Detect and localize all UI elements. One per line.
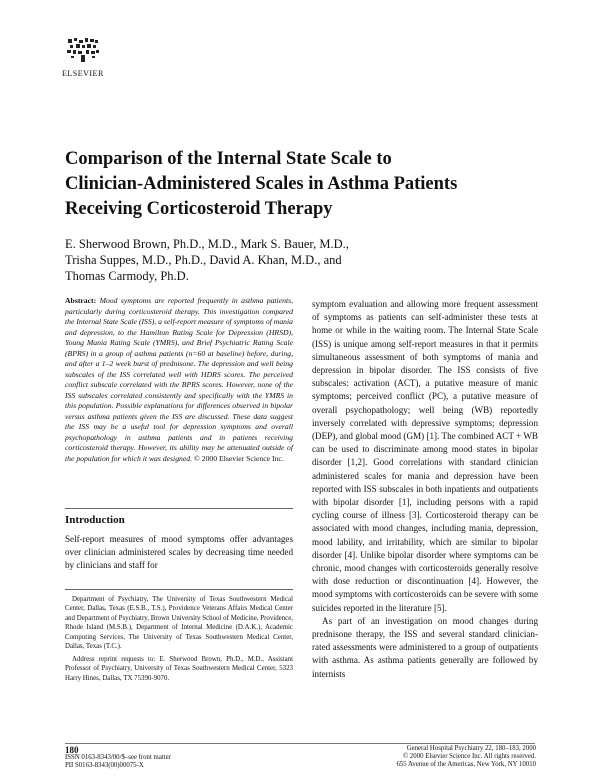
left-column — [65, 296, 293, 464]
journal-citation — [396, 745, 536, 770]
pii-line: PII S0163-8343(00)00075-X — [65, 762, 144, 770]
abstract-divider — [65, 508, 293, 509]
body-paragraph: symptom evaluation and allowing more frequent assessment of symptoms as patients can self-administer these tests at home or while in the waiting room. The Internal State Scale (ISS) is unique among self-report measures in that it permits simultaneous assessment of both symptoms of mania and depression in bipolar disorder. The ISS consists of five subscales: activation (ACT), a putative measure of manic symptoms; perceived conflict (PC), a putative measure of overall psychopathology; well being (WB) reportedly inversely correlated with depressive symptoms; depression (DEP), and global mood (GM) [1]. The combined ACT + WB can be used to discriminate among mood states in bipolar disorder [1,2]. Good correlations with standard clinician administered scales for mania and depression have been reported with ISS subscales in both inpatients and outpatients with bipolar disorder [1], including persons with a rapid cycling course of illness [3]. Corticosteroid therapy can be associated with mood changes, including mania, depression, mood lability, and irritability, which are similar to bipolar disorder [4]. Unlike bipolar disorder where symptoms can be chronic, mood changes with corticosteroids generally resolve with dose reduction or discontinuation [4]. However, the mood symptoms with corticosteroids can be severe with some suicides reported in the literature [5]. — [312, 299, 538, 613]
title-line: Clinician-Administered Scales in Asthma Patients — [65, 174, 458, 194]
author-line: E. Sherwood Brown, Ph.D., M.D., Mark S. Bauer, M.D., — [65, 237, 349, 251]
title-line: Comparison of the Internal State Scale to — [65, 149, 392, 169]
affiliation-text: Department of Psychiatry, The University of Texas Southwestern Medical Center, Dallas, Texas (E.S.B., T.S.), Providence Veterans Affairs Medical Center and Department of Psychiatry, Brown University School of Medicine, Providence, Rhode Island (M.S.B.), Department of Internal Medicine (D.A.K.), Academic Computing Services, The University of Texas Southwestern Medical Center, Dallas, Texas (T.C.). — [65, 596, 293, 651]
abstract-copyright: © 2000 Elsevier Science Inc. — [193, 453, 284, 463]
body-paragraph-text: As part of an investigation on mood changes during prednisone therapy, the ISS and several standard clinician-rated assessments were administered to a group of outpatients with asthma. As asthma patients generally are followed by internists — [312, 615, 538, 679]
author-list — [65, 236, 545, 284]
page-number: 180 — [65, 745, 79, 755]
journal-line: General Hospital Psychiatry 22, 180–183, 2000 — [406, 745, 536, 752]
abstract-body: Mood symptoms are reported frequently in asthma patients, particularly during corticosteroid therapy. This investigation compared the Internal State Scale (ISS), a self-report measure of symptoms of mania and depression, to the Hamilton Rating Scale for Depression (HRSD), Young Mania Rating Scale (YMRS), and Brief Psychiatric Rating Scale (BPRS) in a group of asthma patients (n=60 at baseline) before, during, and after a 1–2 week burst of prednisone. The depression and well being subscales of the ISS correlated well with HDRS scores. The perceived conflict subscale correlated with the BPRS scores. However, none of the ISS subscales correlated consistently and specifically with the YMRS in this population. Possible explanations for differences observed in bipolar versus asthma patients given the ISS are discussed. These data suggest the ISS may be a useful tool for depression symptoms and overall psychopathology in asthma patients and in patients receiving corticosteroid therapy. However, its ability may be attenuated outside of the population for which it was designed. — [65, 296, 293, 463]
issn-line: ISSN 0163-8343/00/$–see front matter — [65, 754, 171, 761]
footnote-divider — [65, 589, 293, 590]
title-line: Receiving Corticosteroid Therapy — [65, 199, 333, 219]
introduction-heading: Introduction — [65, 514, 125, 526]
author-line: Trisha Suppes, M.D., Ph.D., David A. Khan, M.D., and — [65, 253, 342, 267]
publisher-name: ELSEVIER — [62, 69, 104, 78]
author-line: Thomas Carmody, Ph.D. — [65, 269, 189, 283]
abstract-label: Abstract: — [65, 296, 97, 305]
reprint-text: Address reprint requests to: E. Sherwood Brown, Ph.D., M.D., Assistant Professor of Psychiatry, University of Texas Southwestern Medical Center, 5323 Harry Hines, Dallas, TX 75390-9070. — [65, 656, 293, 682]
article-title — [65, 147, 545, 222]
body-paragraph — [312, 615, 538, 681]
tree-logo-icon — [66, 37, 100, 63]
right-column — [312, 298, 538, 681]
footer-divider — [65, 743, 535, 744]
journal-line: 655 Avenue of the Americas, New York, NY 10010 — [396, 761, 536, 769]
introduction-text: Self-report measures of mood symptoms offer advantages over clinician administered scales by decreasing time needed by clinicians and staff for — [65, 534, 293, 571]
abstract — [65, 296, 293, 464]
reprint-footnote — [65, 655, 293, 683]
affiliation-footnote — [65, 595, 293, 651]
issn-block — [65, 754, 171, 770]
publisher-logo — [62, 37, 112, 78]
journal-line: © 2000 Elsevier Science Inc. All rights reserved. — [403, 753, 536, 761]
